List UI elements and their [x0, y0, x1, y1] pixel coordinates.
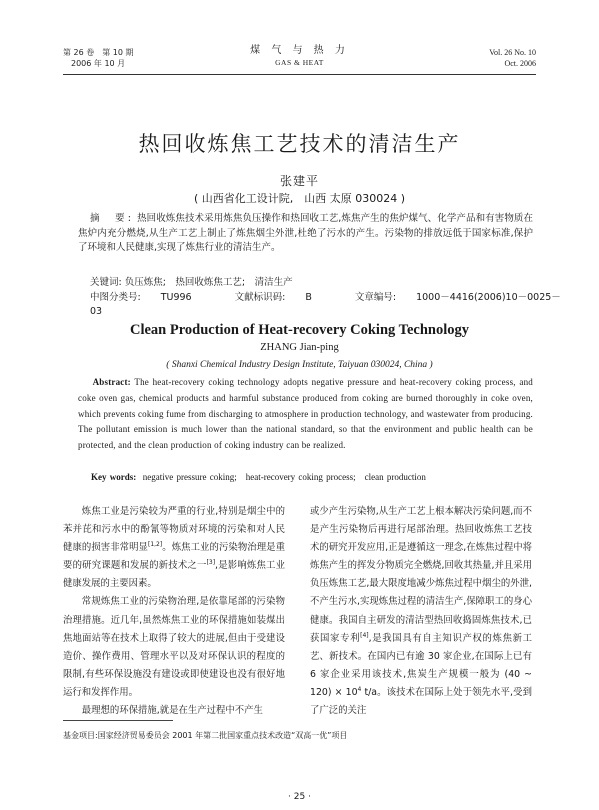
keywords-en-text: negative pressure coking; heat-recovery coking process; clean production [142, 472, 426, 482]
doc-code-label: 文献标识码: [234, 292, 286, 303]
volume-issue-cn: 第 26 卷 第 10 期 [63, 48, 134, 57]
journal-name-cn: 煤 气 与 热 力 [250, 45, 349, 56]
citation: [1,2] [147, 541, 163, 549]
body-paragraph [63, 503, 285, 593]
doc-code-value: B [305, 292, 312, 303]
body-column-left [63, 503, 285, 720]
body-text: t/a。该技术在国际上处于领先水平,受到了广泛的关注 [310, 686, 532, 717]
abstract-cn [78, 212, 533, 256]
footnote: 基金项目:国家经济贸易委员会 2001 年第二批国家重点技术改造“双高一优”项目 [63, 731, 348, 740]
author-cn: 张建平 [279, 174, 319, 188]
clc-field [90, 292, 212, 303]
article-title-cn: 热回收炼焦工艺技术的清洁生产 [138, 132, 461, 156]
article-title-en: Clean Production of Heat-recovery Coking Technology [130, 322, 469, 338]
body-paragraph [310, 503, 532, 720]
body-text: ,是影响炼焦工业健康发展的主要因素。 [63, 560, 285, 590]
doc-code-field [235, 292, 332, 303]
keywords-cn-text: 负压炼焦; 热回收炼焦工艺; 清洁生产 [124, 277, 293, 288]
article-no-label: 文章编号: [354, 292, 397, 303]
citation: [3] [206, 559, 216, 567]
abstract-cn-text: 热回收炼焦技术采用炼焦负压操作和热回收工艺,炼焦产生的焦炉煤气、化学产品和有害物质在焦炉内充分燃烧,从生产工艺上制止了炼焦烟尘外泄,杜绝了污水的产生。污染物的排放远低于国家标准,保护了环境和人民健康,实现了炼焦行业的清洁生产。 [78, 213, 533, 253]
author-en: ZHANG Jian-ping [260, 342, 339, 353]
body-text: 。炼焦工业的污染物治理是重要的研究课题和发展的新技术之一 [63, 542, 285, 572]
body-column-right [310, 503, 532, 720]
footnote-rule [63, 720, 173, 721]
volume-issue-en: Vol. 26 No. 10 [489, 48, 536, 57]
header-rule [63, 74, 536, 75]
keywords-en [78, 470, 426, 484]
classification-line [90, 291, 599, 319]
abstract-en [78, 375, 533, 454]
abstract-en-label: Abstract: [92, 377, 131, 387]
citation: [4] [360, 631, 369, 639]
article-no-value: 1000－4416(2006)10－0025－03 [90, 292, 561, 317]
affiliation-cn: ( 山西省化工设计院, 山西 太原 030024 ) [193, 192, 406, 205]
date-en: Oct. 2006 [504, 59, 536, 68]
page-number: · 25 · [288, 792, 311, 802]
clc-label: 中图分类号: [90, 292, 141, 303]
abstract-cn-label: 摘 要: [90, 213, 134, 224]
keywords-cn [90, 276, 293, 290]
body-text: 或少产生污染物,从生产工艺上根本解决污染问题,而不是产生污染物后再进行尾部治理。热回收炼焦工艺技术的研究开发应用,正是遵循这一理念,在炼焦过程中将炼焦产生的挥发分物质完全燃烧,回收其热量,并且采用负压炼焦工艺,最大限度地减少炼焦过程中烟尘的外泄,不产生污水,实现炼焦过程的清洁生产,保障职工的身心健康。我国自主研发的清洁型热回收捣固炼焦技术,已获国家专利 [310, 506, 532, 644]
clc-value: TU996 [160, 292, 192, 303]
keywords-en-label: Key words: [91, 472, 137, 482]
running-header-right [489, 47, 536, 69]
body-text: ,是我国具有自主知识产权的炼焦新工艺、新技术。在国内已有逾 30 家企业,在国际上已有 6 家企业采用该技术,焦炭生产规模一般为 (40 ~ 120) × 10 [310, 632, 532, 698]
body-text: 炼焦工业是污染较为严重的行业,特别是烟尘中的苯并芘和污水中的酚氰等物质对环境的污染和对人民健康的损害非常明显 [63, 506, 285, 554]
date-cn: 2006 年 10 月 [71, 59, 126, 68]
body-paragraph: 常规炼焦工业的污染物治理,是依靠尾部的污染物治理措施。近几年,虽然炼焦工业的环保措施如装煤出焦地面站等在技术上取得了较大的进展,但由于受建设造价、操作费用、管理水平以及对环保认识的程度的限制,有些环保设施没有建设或即使建设也没有很好地运行和发挥作用。 [63, 596, 285, 698]
body-paragraph: 最理想的环保措施,就是在生产过程中不产生 [81, 705, 263, 717]
keywords-cn-label: 关键词: [90, 277, 122, 288]
abstract-en-text: The heat-recovery coking technology adopts negative pressure and heat-recovery coking process, and coke oven gas, chemical products and harmful substance produced from coking are burned thoroughly in coke oven, which prevents coking fume from discharging to atmosphere in production technology, and wastewater from producing. The pollutant emission is much lower than the national standard, so that the environment and public health can be protected, and the clean production of coking industry can be realized. [78, 377, 533, 451]
exponent: 4 [357, 685, 362, 693]
journal-name-en: GAS & HEAT [275, 58, 324, 67]
affiliation-en: ( Shanxi Chemical Industry Design Institute, Taiyuan 030024, China ) [166, 360, 433, 370]
